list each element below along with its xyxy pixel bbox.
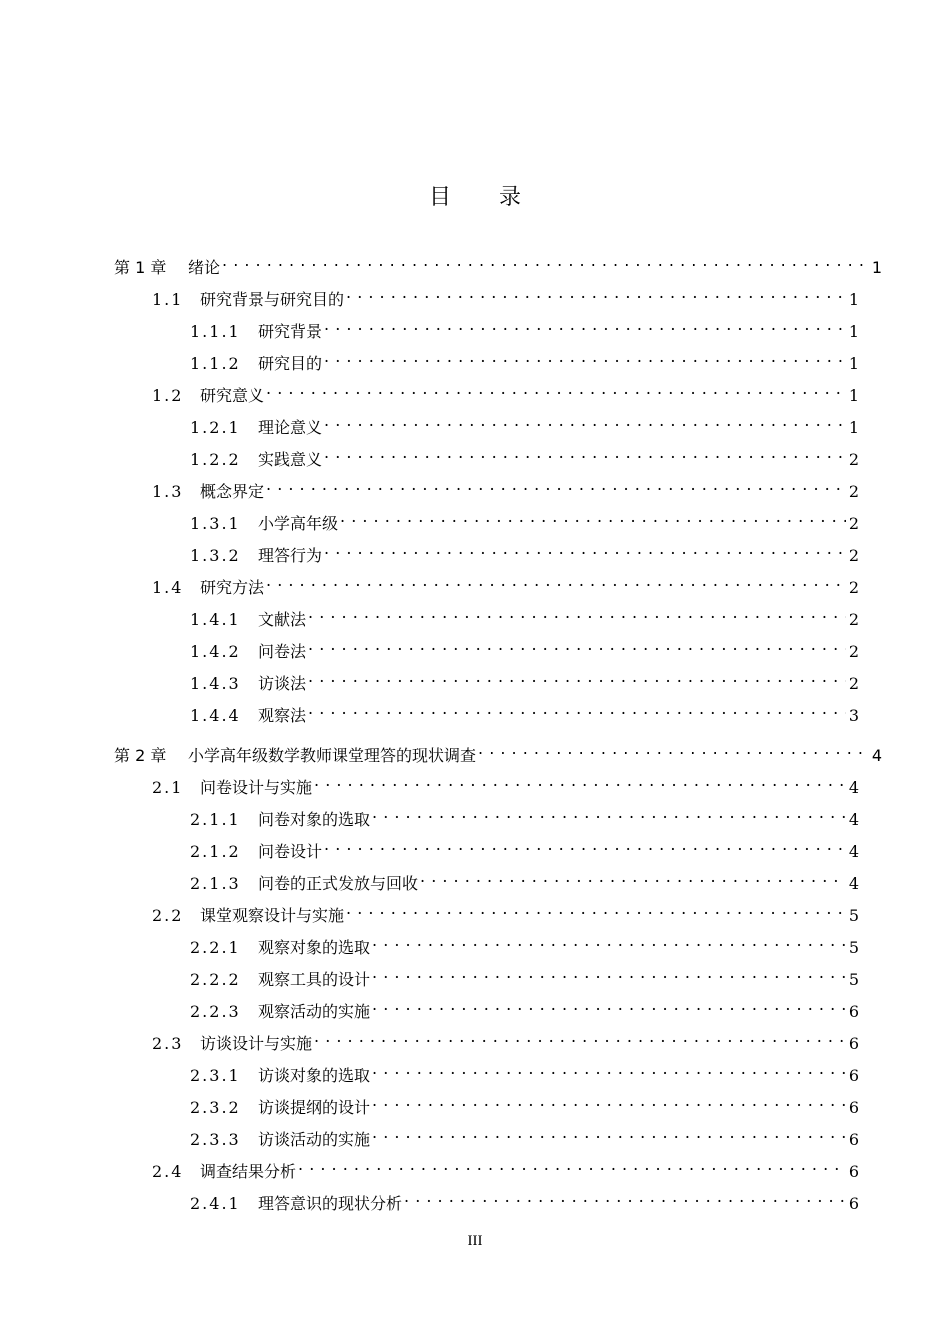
toc-entry-number: 2.3.1 [190,1066,241,1085]
toc-entry-page: 6 [848,1194,859,1213]
toc-entry[interactable] [190,961,859,989]
toc-entry-page: 2 [848,610,859,629]
toc-entry-page: 2 [848,674,859,693]
toc-entry[interactable] [190,1185,859,1213]
dot-leader [222,249,869,273]
toc-entry-page: 6 [848,1130,859,1149]
toc-entry[interactable] [190,697,859,725]
toc-entry-page: 4 [848,842,859,861]
toc-entry[interactable] [152,281,859,309]
dot-leader [324,345,846,369]
toc-entry-number: 2.2.3 [190,1002,241,1021]
page-title [0,180,950,211]
toc-entry[interactable] [190,633,859,661]
dot-leader [478,737,869,761]
toc-entry[interactable] [190,1089,859,1117]
dot-leader [346,281,846,305]
dot-leader [324,441,846,465]
dot-leader [298,1153,846,1177]
dot-leader [372,1121,846,1145]
toc-entry-number: 2.3.2 [190,1098,241,1117]
dot-leader [324,833,846,857]
dot-leader [372,1089,846,1113]
dot-leader [266,473,846,497]
toc-entry[interactable] [190,833,859,861]
toc-entry-page: 6 [848,1034,859,1053]
dot-leader [372,801,846,825]
toc-entry-title: 访谈法 [258,674,307,693]
page-number-footer: III [467,1233,483,1249]
toc-entry-page: 6 [848,1002,859,1021]
toc-entry-number: 1.1 [152,290,184,309]
dot-leader [324,313,846,337]
toc-entry-number: 2.1.1 [190,810,241,829]
toc-entry-page: 2 [848,450,859,469]
toc-entry[interactable] [152,377,859,405]
toc-entry-title: 观察工具的设计 [258,970,371,989]
toc-entry-title: 文献法 [258,610,307,629]
toc-entry-page: 4 [848,810,859,829]
toc-entry-title: 研究背景 [258,322,323,341]
dot-leader [308,697,846,721]
toc-entry-title: 问卷设计 [258,842,323,861]
toc-entry[interactable] [190,409,859,437]
toc-entry[interactable] [152,897,859,925]
toc-entry-title: 观察对象的选取 [258,938,371,957]
toc-entry-page: 1 [871,258,882,277]
toc-entry-page: 2 [848,642,859,661]
toc-entry-title: 调查结果分析 [200,1162,297,1181]
dot-leader [308,601,846,625]
toc-entry-number: 2.2 [152,906,184,925]
toc-entry-title: 课堂观察设计与实施 [200,906,345,925]
dot-leader [314,1025,846,1049]
dot-leader [404,1185,846,1209]
toc-entry[interactable] [190,505,859,533]
dot-leader [308,633,846,657]
toc-entry-number: 2.1.2 [190,842,241,861]
toc-entry-number: 1.4 [152,578,184,597]
toc-entry-page: 4 [871,746,882,765]
toc-entry-page: 2 [848,578,859,597]
toc-entry-title: 问卷的正式发放与回收 [258,874,419,893]
toc-entry-title: 访谈对象的选取 [258,1066,371,1085]
toc-entry[interactable] [190,665,859,693]
dot-leader [266,377,846,401]
toc-entry-title: 小学高年级数学教师课堂理答的现状调查 [188,746,477,765]
toc-entry-number: 2.2.2 [190,970,241,989]
toc-entry-number: 1.4.2 [190,642,241,661]
toc-entry-title: 访谈提纲的设计 [258,1098,371,1117]
toc-entry-title: 观察法 [258,706,307,725]
toc-entry-title: 理答行为 [258,546,323,565]
toc-entry-title: 访谈设计与实施 [200,1034,313,1053]
toc-entry-number: 1.2.1 [190,418,241,437]
toc-entry-page: 1 [848,322,859,341]
dot-leader [340,505,846,529]
toc-entry[interactable] [190,441,859,469]
toc-entry-page: 2 [848,514,859,533]
toc-entry-title: 研究方法 [200,578,265,597]
toc-entry-page: 5 [848,970,859,989]
toc-entry[interactable] [190,1057,859,1085]
dot-leader [372,993,846,1017]
dot-leader [266,569,846,593]
toc-entry-title: 问卷法 [258,642,307,661]
toc-entry-number: 2.3 [152,1034,184,1053]
title-char-2: 录 [499,185,570,210]
toc-entry-number: 第 1 章 [114,258,167,277]
toc-entry-page: 4 [848,778,859,797]
dot-leader [372,961,846,985]
dot-leader [324,537,846,561]
toc-entry-page: 5 [848,906,859,925]
toc-entry-page: 6 [848,1162,859,1181]
toc-entry[interactable] [190,1121,859,1149]
toc-entry-title: 访谈活动的实施 [258,1130,371,1149]
title-char-1: 目 [428,185,499,210]
toc-entry[interactable] [114,249,882,277]
toc-entry[interactable] [190,345,859,373]
toc-entry-number: 1.4.4 [190,706,241,725]
toc-entry-number: 1.4.1 [190,610,241,629]
toc-entry-title: 问卷设计与实施 [200,778,313,797]
toc-entry-title: 研究背景与研究目的 [200,290,345,309]
toc-entry-page: 1 [848,354,859,373]
toc-entry[interactable] [190,313,859,341]
dot-leader [324,409,846,433]
toc-entry[interactable] [190,929,859,957]
toc-entry-title: 小学高年级 [258,514,339,533]
toc-entry-number: 2.1.3 [190,874,241,893]
dot-leader [308,665,846,689]
toc-entry[interactable] [152,473,859,501]
toc-entry-title: 绪论 [188,258,221,277]
toc-entry-title: 观察活动的实施 [258,1002,371,1021]
toc-entry-page: 1 [848,386,859,405]
toc-entry-page: 2 [848,546,859,565]
toc-entry-number: 1.2 [152,386,184,405]
toc-entry-page: 2 [848,482,859,501]
toc-entry-number: 1.3.1 [190,514,241,533]
dot-leader [346,897,846,921]
dot-leader [420,865,846,889]
toc-entry-page: 4 [848,874,859,893]
toc-entry-title: 理答意识的现状分析 [258,1194,403,1213]
toc-entry-title: 实践意义 [258,450,323,469]
toc-entry[interactable] [190,993,859,1021]
toc-entry-number: 1.3 [152,482,184,501]
toc-entry-number: 1.2.2 [190,450,241,469]
dot-leader [314,769,846,793]
toc-entry[interactable] [152,1025,859,1053]
toc-entry-number: 1.1.1 [190,322,241,341]
toc-entry-number: 2.2.1 [190,938,241,957]
toc-entry-page: 5 [848,938,859,957]
dot-leader [372,1057,846,1081]
toc-entry-page: 6 [848,1066,859,1085]
toc-entry-page: 6 [848,1098,859,1117]
toc-entry[interactable] [190,801,859,829]
toc-entry[interactable] [114,737,882,765]
dot-leader [372,929,846,953]
toc-entry-title: 问卷对象的选取 [258,810,371,829]
toc-entry-number: 2.4.1 [190,1194,241,1213]
toc-entry-number: 第 2 章 [114,746,167,765]
toc-entry-title: 研究目的 [258,354,323,373]
toc-entry-page: 1 [848,418,859,437]
toc-entry[interactable] [152,569,859,597]
toc-entry[interactable] [152,1153,859,1181]
toc-entry[interactable] [152,769,859,797]
toc-entry-number: 1.1.2 [190,354,241,373]
toc-entry-number: 1.4.3 [190,674,241,693]
toc-entry-number: 2.1 [152,778,184,797]
toc-entry[interactable] [190,537,859,565]
toc-entry-title: 概念界定 [200,482,265,501]
toc-entry-number: 1.3.2 [190,546,241,565]
toc-entry-page: 3 [848,706,859,725]
toc-entry-title: 理论意义 [258,418,323,437]
toc-entry-title: 研究意义 [200,386,265,405]
toc-entry-number: 2.3.3 [190,1130,241,1149]
toc-entry[interactable] [190,865,859,893]
toc-entry-number: 2.4 [152,1162,184,1181]
toc-entry[interactable] [190,601,859,629]
toc-entry-page: 1 [848,290,859,309]
